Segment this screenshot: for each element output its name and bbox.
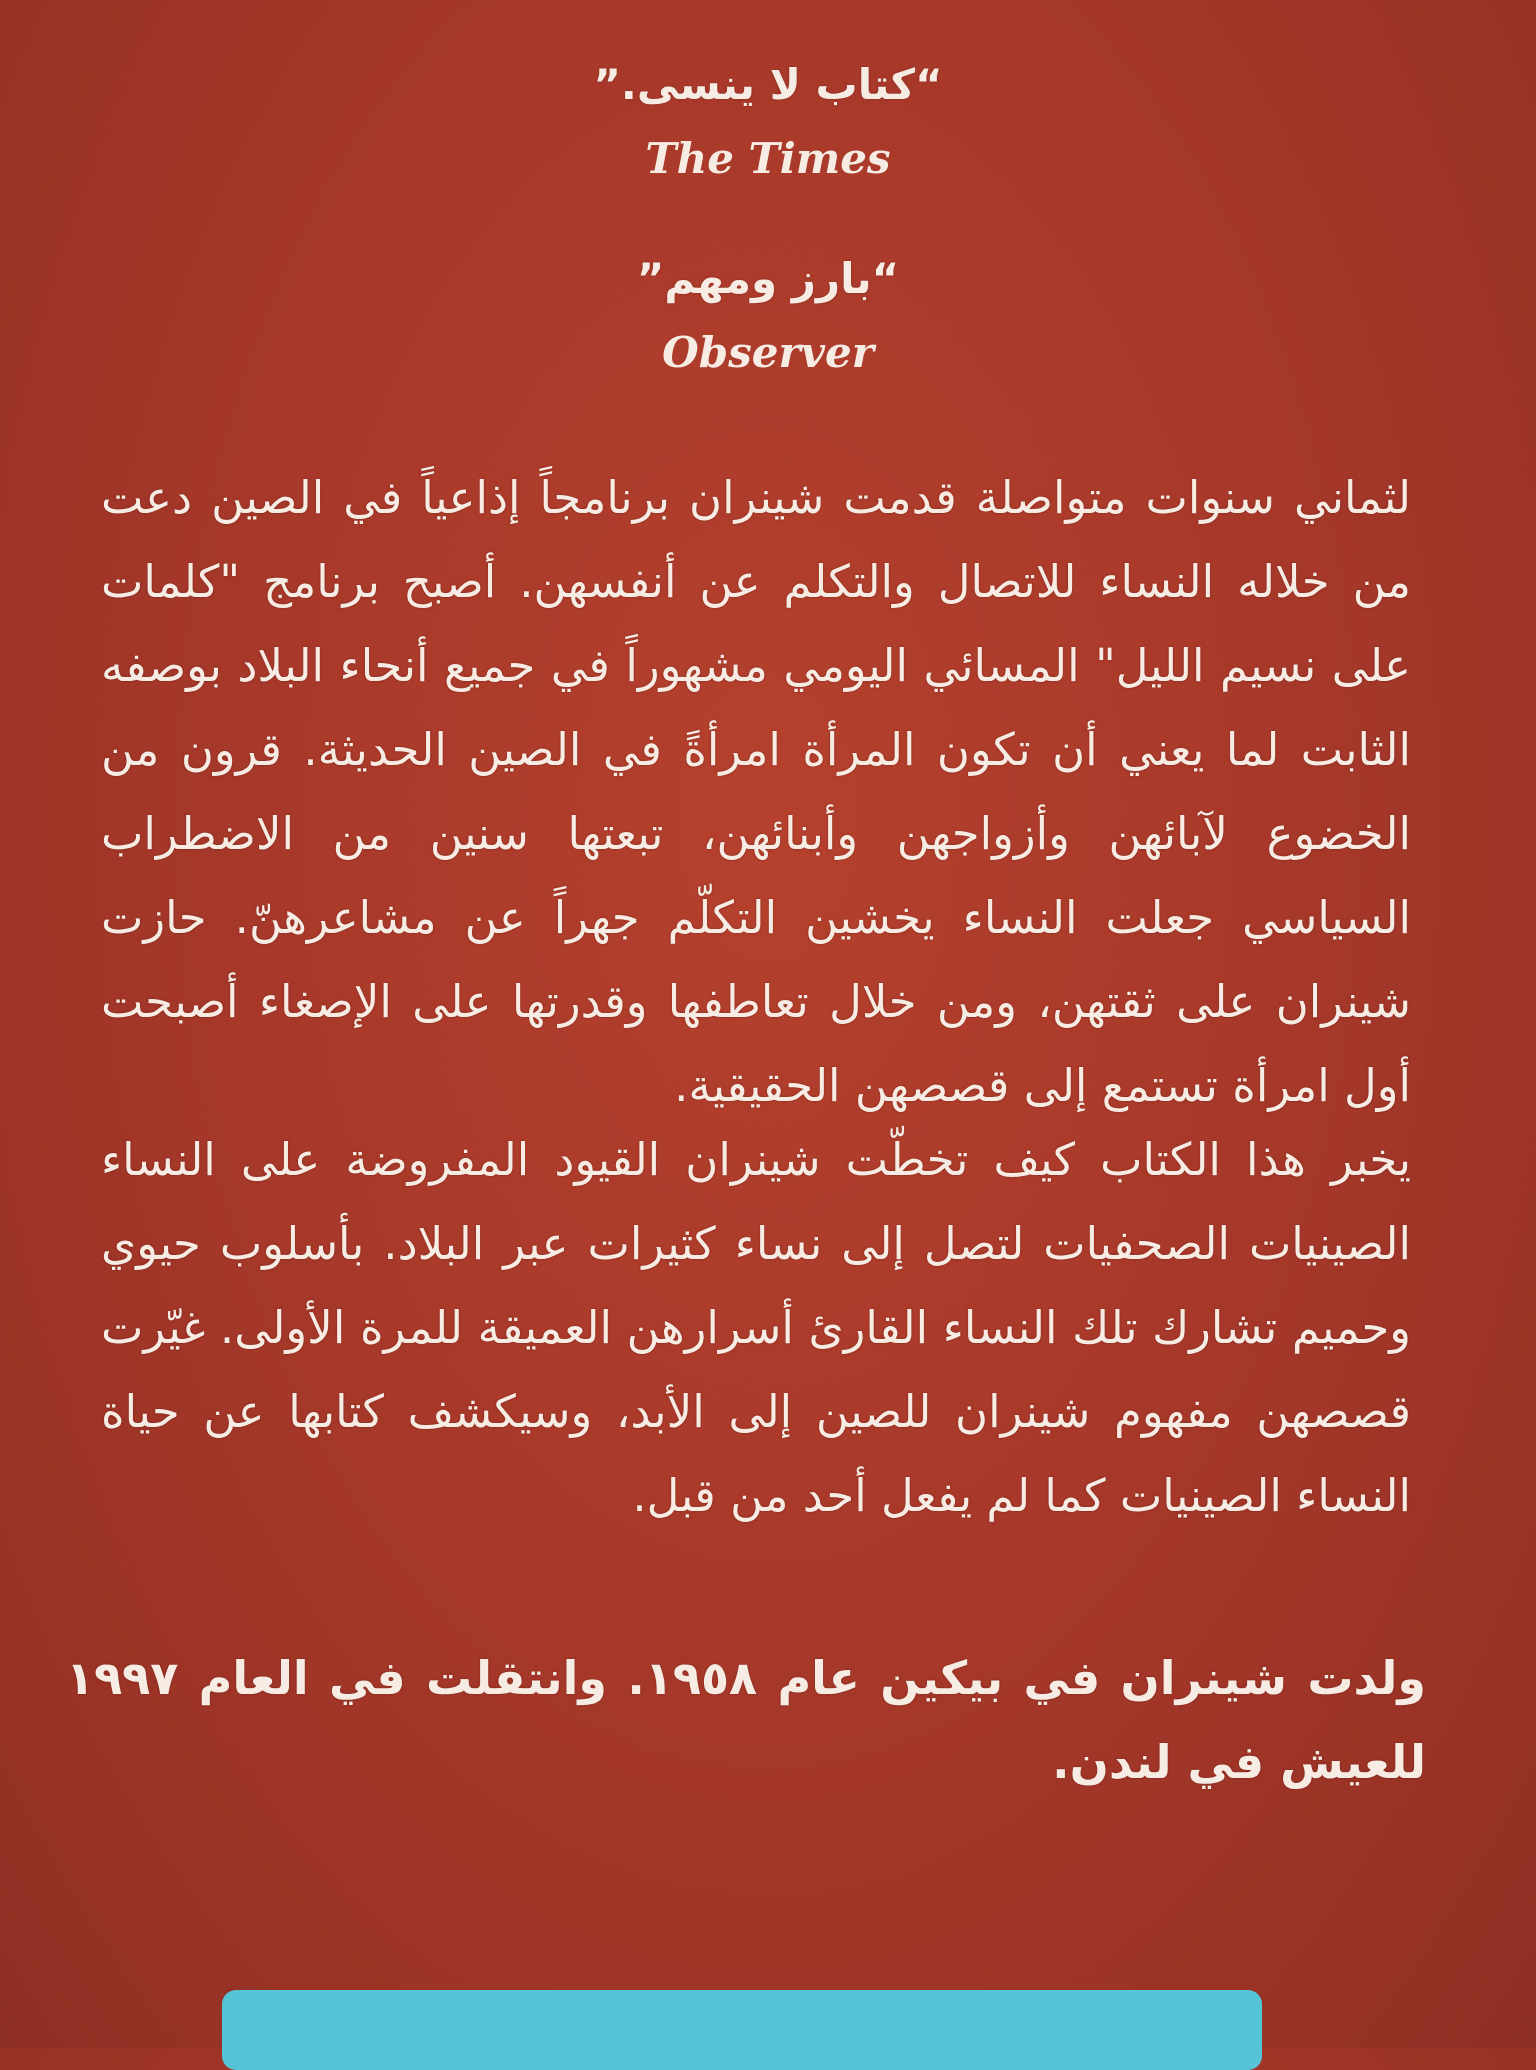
- blurb-paragraph-2: يخبر هذا الكتاب كيف تخطّت شينران القيود المفروضة على النساء الصينيات الصحفيات لتصل إلى نساء كثيرات عبر البلاد. بأسلوب حيوي وحميم تشارك تلك النساء القارئ أسرارهن العميقة للمرة الأولى. غيّرت قصصهن مفهوم شينران للصين إلى الأبد، وسيكشف كتابها عن حياة النساء الصينيات كما لم يفعل أحد من قبل.: [101, 1133, 1411, 1522]
- quote-source: Observer: [662, 328, 874, 378]
- quote-text: “كتاب لا ينسى.”: [593, 60, 943, 109]
- bottom-color-panel: [222, 1990, 1262, 2070]
- quote-times: [0, 62, 1536, 182]
- quote-text: “بارز ومهم”: [636, 254, 900, 303]
- author-bio: ولدت شينران في بيكين عام ١٩٥٨. وانتقلت في العام ١٩٩٧ للعيش في لندن.: [66, 1651, 1426, 1789]
- blurb-paragraph-1: لثماني سنوات متواصلة قدمت شينران برنامجاً إذاعياً في الصين دعت من خلاله النساء للاتصال والتكلم عن أنفسهن. أصبح برنامج "كلمات على نسيم الليل" المسائي اليومي مشهوراً في جميع أنحاء البلاد بوصفه الثابت لما يعني أن تكون المرأة امرأةً في الصين الحديثة. قرون من الخضوع لآبائهن وأزواجهن وأبنائهن، تبعتها سنين من الاضطراب السياسي جعلت النساء يخشين التكلّم جهراً عن مشاعرهنّ. حازت شينران على ثقتهن، ومن خلال تعاطفها وقدرتها على الإصغاء أصبحت أول امرأة تستمع إلى قصصهن الحقيقية.: [101, 471, 1411, 1112]
- quote-source: The Times: [645, 134, 891, 184]
- quote-observer: [0, 256, 1536, 376]
